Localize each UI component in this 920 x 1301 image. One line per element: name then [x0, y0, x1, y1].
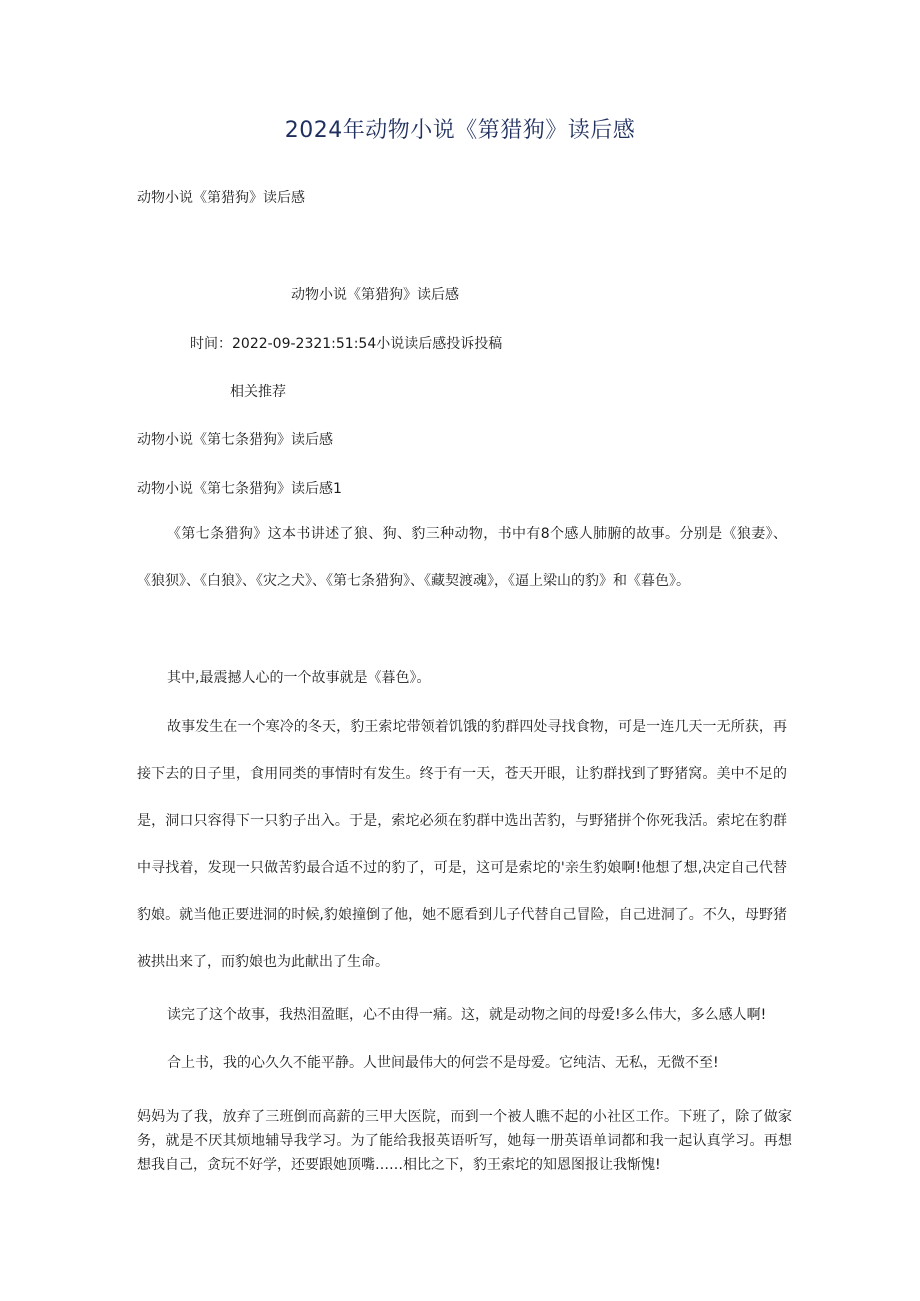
article-heading: 动物小说《第猎狗》读后感	[291, 287, 459, 303]
meta-line: 时间：2022-09-2321:51:54小说读后感投诉投稿	[190, 336, 503, 352]
paragraph-conclusion: 合上书，我的心久久不能平静。人世间最伟大的何尝不是母爱。它纯洁、无私，无微不至!	[167, 1055, 719, 1071]
related-title: 动物小说《第七条猎狗》读后感	[137, 432, 333, 448]
related-label: 相关推荐	[230, 384, 286, 400]
paragraph-highlight: 其中,最震撼人心的一个故事就是《暮色》。	[167, 670, 431, 686]
paragraph-story: 故事发生在一个寒冷的冬天，豹王索坨带领着饥饿的豹群四处寻找食物，可是一连几天一无所获，再接下去的日子里，食用同类的事情时有发生。终于有一天，苍天开眼，让豹群找到了野猪窝。美中不足的是，洞口只容得下一只豹子出入。于是，索坨必须在豹群中选出苦豹，与野猪拼个你死我活。索坨在豹群中寻找着，发现一只做苦豹最合适不过的豹了，可是，这可是索坨的'亲生豹娘啊!他想了想,决定自己代替豹娘。就当他正要进洞的时候,豹娘撞倒了他，她不愿看到儿子代替自己冒险，自己进洞了。不久，母野猪被拱出来了，而豹娘也为此献出了生命。	[137, 719, 787, 970]
document-subtitle: 动物小说《第猎狗》读后感	[137, 190, 305, 206]
paragraph-intro: 《第七条猎狗》这本书讲述了狼、狗、豹三种动物，书中有8个感人肺腑的故事。分别是《狼妻》、《狼狈》、《白狼》、《灾之犬》、《第七条猎狗》、《藏契渡魂》，《逼上梁山的豹》和《暮色》。	[137, 526, 787, 589]
document-title: 2024年动物小说《第猎狗》读后感	[284, 118, 636, 143]
essay-title: 动物小说《第七条猎狗》读后感1	[137, 481, 342, 497]
paragraph-closing: 妈妈为了我，放弃了三班倒而高薪的三甲大医院，而到一个被人瞧不起的小社区工作。下班了，除了做家务，就是不厌其烦地辅导我学习。为了能给我报英语听写，她每一册英语单词都和我一起认真学习。再想想我自己，贪玩不好学，还要跟她顶嘴……相比之下，豹王索坨的知恩图报让我惭愧!	[137, 1109, 792, 1173]
paragraph-reflection: 读完了这个故事，我热泪盈眶，心不由得一痛。这，就是动物之间的母爱!多么伟大，多么感人啊!	[167, 1007, 767, 1023]
